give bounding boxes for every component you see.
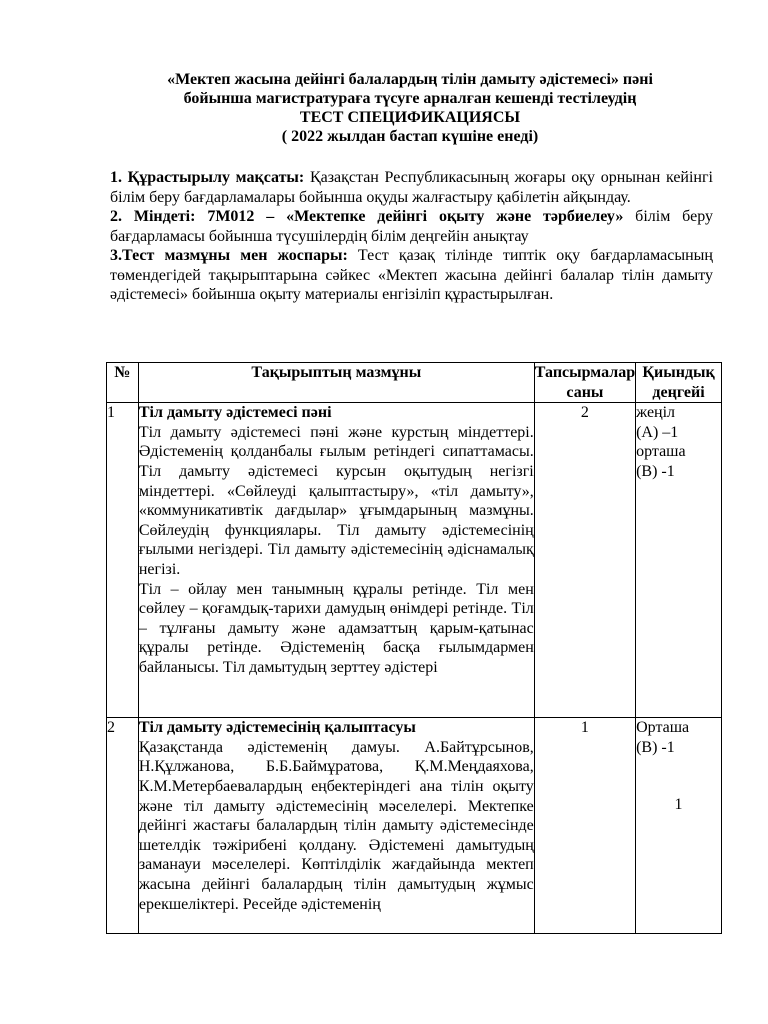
column-header-difficulty: Қиындық деңгейі	[636, 363, 722, 403]
section-text: Тест қазақ тілінде типтік оқу бағдарламасының төмендегідей тақырыптарына сәйкес «Мектеп жасына дейінгі балалар тілін дамыту әдістемесі» бойынша оқыту материалы енгізіліп құрастырылған.	[110, 247, 713, 303]
difficulty-cell	[636, 403, 722, 718]
task-count: 1	[534, 718, 635, 934]
header-effective-date: ( 2022 жылдан бастап күшіне енеді)	[281, 128, 539, 145]
table-row	[107, 718, 722, 934]
topic-title: Тіл дамыту әдістемесі пәні	[138, 404, 332, 422]
column-header-task-count: Тапсырмалар саны	[534, 363, 635, 403]
intro-sections	[110, 168, 713, 305]
section-text: білім беру бағдарламасы бойынша түсушілердің білім деңгейін анықтау	[110, 208, 713, 245]
task-count: 2	[534, 403, 635, 718]
column-header-content: Тақырыптың мазмұны	[138, 363, 534, 403]
specification-table	[106, 362, 722, 934]
section-heading: 1. Құрастырылу мақсаты:	[110, 169, 305, 186]
topic-cell	[138, 403, 534, 718]
section-plan	[110, 246, 713, 305]
section-heading: 3.Тест мазмұны мен жоспары:	[110, 247, 348, 264]
difficulty-extra-number: 1	[674, 796, 683, 814]
difficulty-line: жеңіл	[636, 404, 676, 422]
document-header	[100, 70, 720, 146]
difficulty-line: орташа	[636, 443, 686, 461]
header-line-2: бойынша магистратураға түсуге арналған кешенді тестілеудің	[183, 90, 637, 107]
header-title: ТЕСТ СПЕЦИФИКАЦИЯСЫ	[299, 109, 521, 126]
topic-paragraph: Тіл – ойлау мен танымның құралы ретінде. Тіл мен сөйлеу – қоғамдық-тарихи дамудың өнімдері ретінде. Тіл – тұлғаны дамыту және адамзаттың қарым-қатынас құралы ретінде. Әдістеменің басқа ғылымдармен байланысы. Тіл дамытудың зерттеу әдістері	[138, 580, 534, 676]
section-text: Қазақстан Республикасының жоғары оқу орнынан кейінгі білім беру бағдарламалары бойынша оқуды жалғастыру қабілетін айқындау.	[110, 169, 714, 206]
table-row	[107, 403, 722, 718]
section-heading: 2. Міндеті: 7M012 – «Мектепке дейінгі оқыту және тәрбиелеу»	[110, 208, 624, 225]
difficulty-line: (В) -1	[636, 462, 675, 480]
row-number: 1	[107, 403, 139, 718]
topic-cell	[138, 718, 534, 934]
section-task	[110, 207, 713, 246]
topic-title: Тіл дамыту әдістемесінің қалыптасуы	[138, 719, 416, 737]
row-number: 2	[107, 718, 139, 934]
difficulty-cell	[636, 718, 722, 934]
header-line-1: «Мектеп жасына дейінгі балалардың тілін дамыту әдістемесі» пәні	[167, 71, 653, 88]
column-header-number: №	[107, 363, 139, 403]
difficulty-line: Орташа	[636, 719, 690, 737]
difficulty-line: (В) -1	[636, 738, 675, 756]
table-header-row	[107, 363, 722, 403]
topic-paragraph: Қазақстанда әдістеменің дамуы. А.Байтұрсынов, Н.Құлжанова, Б.Б.Баймұратова, Қ.М.Меңдаяхова, К.М.Метербаевалардың еңбектеріндегі ана тілін оқыту және тіл дамыту әдістемесінің мәселелері. Мектепке дейінгі жастағы балалардың тілін дамыту әдістемесінде шетелдік тәжірибені қолдану. Әдістемені дамытудың заманауи мәселелері. Көптілділік жағдайында мектеп жасына дейінгі балалардың тілін дамытудың жұмыс ерекшеліктері. Ресейде әдістеменің	[138, 738, 534, 913]
section-purpose	[110, 168, 713, 207]
topic-paragraph: Тіл дамыту әдістемесі пәні және курстың міндеттері. Әдістеменің қолданбалы ғылым ретіндегі сипаттамасы. Тіл дамыту әдістемесі курсын оқытудың негізгі міндеттері. «Сөйлеуді қалыптастыру», «тіл дамыту», «коммуникативтік дағдылар» ұғымдарының мазмұны. Сөйлеудің функциялары. Тіл дамыту әдістемесінің ғылыми негіздері. Тіл дамыту әдістемесінің әдіснамалық негізі.	[138, 423, 534, 578]
difficulty-line: (А) –1	[636, 423, 679, 441]
